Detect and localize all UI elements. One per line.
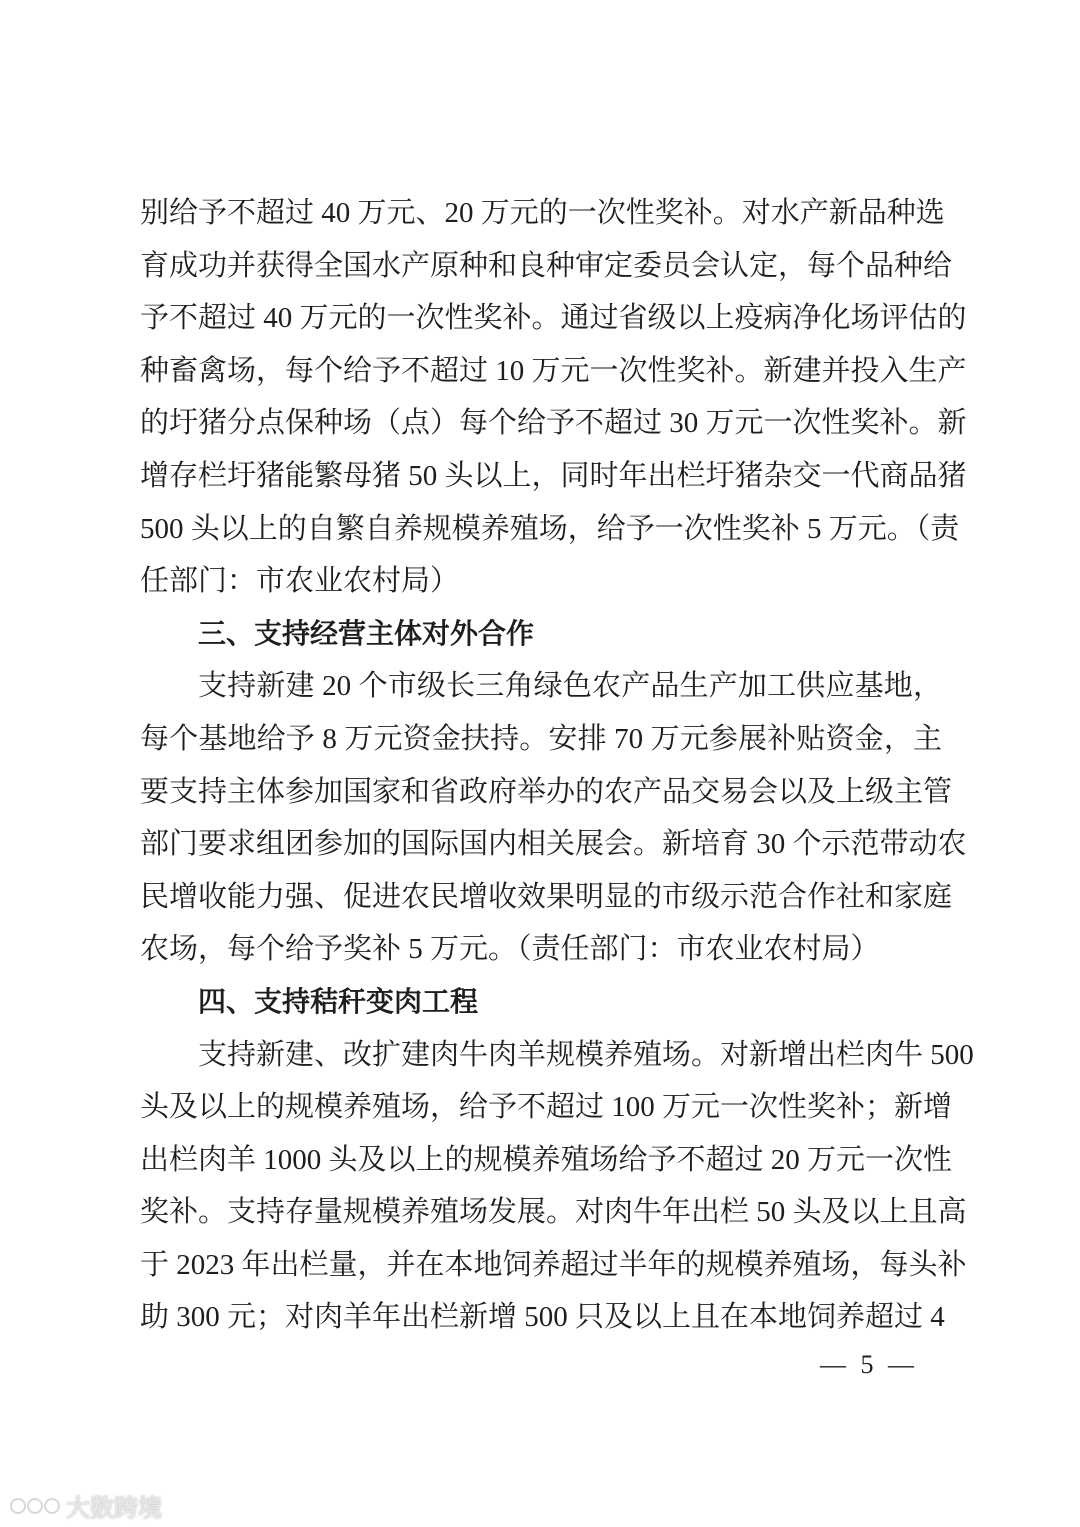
section-heading: 三、支持经营主体对外合作: [198, 616, 535, 650]
text-line: 助 300 元；对肉羊年出栏新增 500 只及以上且在本地饲养超过 4: [140, 1301, 945, 1334]
text-line: 头及以上的规模养殖场，给予不超过 100 万元一次性奖补；新增: [140, 1091, 953, 1124]
text-line: 种畜禽场，每个给予不超过 10 万元一次性奖补。新建并投入生产: [140, 354, 967, 387]
text-line: 奖补。支持存量规模养殖场发展。对肉牛年出栏 50 头及以上且高: [140, 1196, 967, 1229]
text-line: 出栏肉羊 1000 头及以上的规模养殖场给予不超过 20 万元一次性: [140, 1143, 953, 1176]
text-line: 支持新建 20 个市级长三角绿色农产品生产加工供应基地，: [198, 670, 942, 703]
text-line: 别给予不超过 40 万元、20 万元的一次性奖补。对水产新品种选: [140, 197, 945, 229]
text-line: 于 2023 年出栏量，并在本地饲养超过半年的规模养殖场，每头补: [140, 1248, 967, 1281]
text-line: 部门要求组团参加的国际国内相关展会。新培育 30 个示范带动农: [140, 828, 967, 861]
document-body: [140, 187, 974, 1344]
watermark-text: 大数跨境: [66, 1494, 162, 1522]
text-line: 支持新建、改扩建肉牛肉羊规模养殖场。对新增出栏肉牛 500: [198, 1038, 974, 1071]
page-number: — 5 —: [820, 1350, 918, 1379]
watermark-logo-icon: [10, 1498, 60, 1514]
text-line: 500 头以上的自繁自养规模养殖场，给予一次性奖补 5 万元。（责: [140, 512, 960, 545]
text-line: 农场，每个给予奖补 5 万元。（责任部门：市农业农村局）: [140, 933, 880, 966]
watermark: [10, 1488, 162, 1523]
section-heading: 四、支持秸秆变肉工程: [198, 984, 479, 1018]
text-line: 每个基地给予 8 万元资金扶持。安排 70 万元参展补贴资金，主: [140, 722, 942, 755]
text-line: 增存栏圩猪能繁母猪 50 头以上，同时年出栏圩猪杂交一代商品猪: [140, 459, 967, 492]
text-line: 要支持主体参加国家和省政府举办的农产品交易会以及上级主管: [140, 775, 953, 808]
text-line: 任部门：市农业农村局）: [140, 565, 460, 598]
text-line: 育成功并获得全国水产原种和良种审定委员会认定，每个品种给: [140, 249, 953, 282]
text-line: 予不超过 40 万元的一次性奖补。通过省级以上疫病净化场评估的: [140, 302, 967, 335]
text-line: 民增收能力强、促进农民增收效果明显的市级示范合作社和家庭: [140, 880, 953, 913]
text-line: 的圩猪分点保种场（点）每个给予不超过 30 万元一次性奖补。新: [140, 407, 967, 440]
